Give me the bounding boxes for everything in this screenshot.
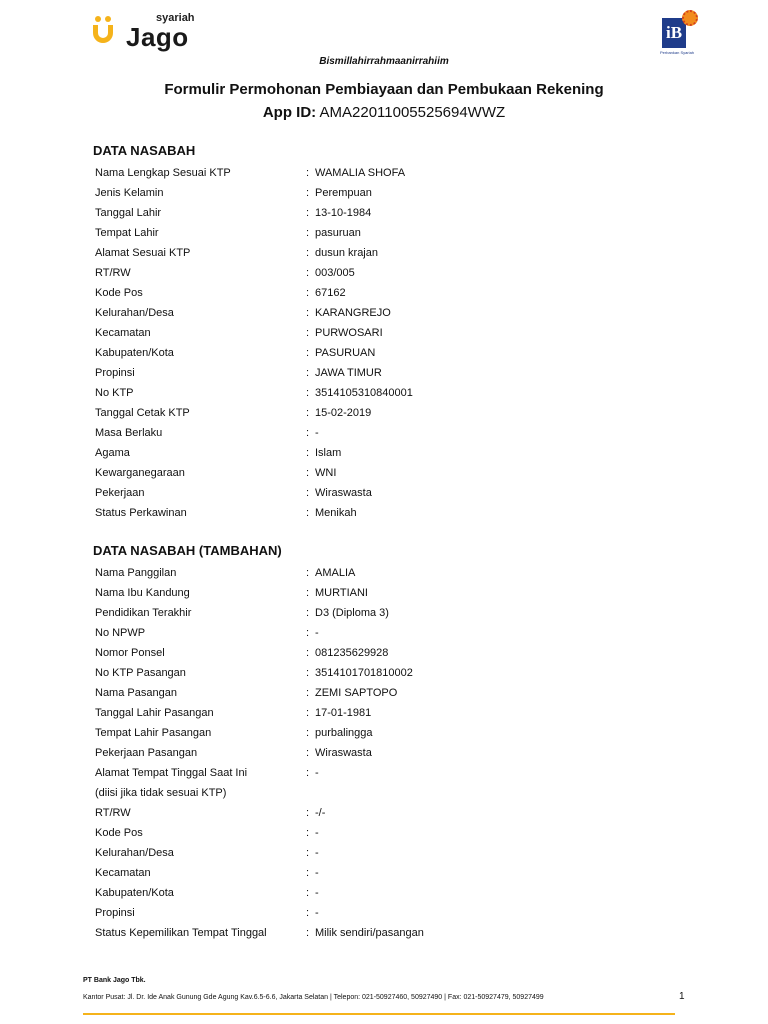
field-separator: :	[306, 327, 310, 339]
field-separator: :	[306, 247, 310, 259]
field-value: 081235629928	[315, 647, 389, 659]
field-separator: :	[306, 267, 310, 279]
field-label: Nama Ibu Kandung	[95, 587, 190, 599]
table-row	[95, 463, 655, 483]
table-row	[95, 343, 655, 363]
field-value: -	[315, 887, 319, 899]
field-value: dusun krajan	[315, 247, 378, 259]
field-separator: :	[306, 487, 310, 499]
logo-syariah-text: syariah	[156, 12, 195, 24]
field-separator: :	[306, 727, 310, 739]
field-label: RT/RW	[95, 807, 131, 819]
jago-logo	[93, 12, 213, 52]
field-label: Alamat Sesuai KTP	[95, 247, 191, 259]
table-row	[95, 703, 655, 723]
field-value: -	[315, 767, 319, 779]
field-value: PASURUAN	[315, 347, 376, 359]
data-tambahan-table	[95, 563, 655, 943]
field-value: 17-01-1981	[315, 707, 372, 719]
table-row	[95, 503, 655, 523]
field-separator: :	[306, 467, 310, 479]
field-value: KARANGREJO	[315, 307, 391, 319]
field-label: No NPWP	[95, 627, 146, 639]
jago-mark-icon	[93, 16, 117, 48]
field-value: 3514101701810002	[315, 667, 413, 679]
app-id-value: AMA22011005525694WWZ	[319, 104, 506, 121]
app-id	[0, 104, 768, 121]
table-row	[95, 663, 655, 683]
field-separator: :	[306, 907, 310, 919]
footer-address: Kantor Pusat: Jl. Dr. Ide Anak Gunung Gde Agung Kav.6.5-6.6, Jakarta Selatan | Telepon: 021-50927460, 50927490 | Fax: 021-50927479, 50927499	[83, 994, 544, 1001]
field-value: Perempuan	[315, 187, 372, 199]
field-separator: :	[306, 647, 310, 659]
field-value: 3514105310840001	[315, 387, 413, 399]
field-value: JAWA TIMUR	[315, 367, 382, 379]
table-row	[95, 443, 655, 463]
table-row	[95, 183, 655, 203]
table-row	[95, 363, 655, 383]
app-id-label: App ID:	[262, 104, 317, 121]
field-value: Menikah	[315, 507, 357, 519]
table-row	[95, 323, 655, 343]
field-value: Milik sendiri/pasangan	[315, 927, 424, 939]
table-row	[95, 863, 655, 883]
field-label: Kecamatan	[95, 867, 151, 879]
field-separator: :	[306, 607, 310, 619]
field-label: Nomor Ponsel	[95, 647, 165, 659]
field-separator: :	[306, 587, 310, 599]
field-label: Kode Pos	[95, 287, 143, 299]
field-separator: :	[306, 747, 310, 759]
footer-divider	[83, 1013, 675, 1015]
page-number: 1	[679, 991, 685, 1002]
field-separator: :	[306, 167, 310, 179]
field-separator: :	[306, 287, 310, 299]
field-value: 15-02-2019	[315, 407, 372, 419]
field-value: 13-10-1984	[315, 207, 372, 219]
field-label: Propinsi	[95, 367, 135, 379]
field-separator: :	[306, 207, 310, 219]
field-label: Nama Panggilan	[95, 567, 177, 579]
field-value: D3 (Diploma 3)	[315, 607, 389, 619]
ib-syariah-logo: iB Perbankan Syariah	[660, 10, 706, 56]
data-nasabah-table	[95, 163, 655, 523]
table-row	[95, 903, 655, 923]
field-label: Masa Berlaku	[95, 427, 163, 439]
table-row	[95, 623, 655, 643]
field-value: MURTIANI	[315, 587, 368, 599]
table-row	[95, 763, 655, 783]
section-data-nasabah-title: DATA NASABAH	[93, 143, 196, 158]
field-separator: :	[306, 827, 310, 839]
field-value: Wiraswasta	[315, 487, 372, 499]
field-label: (diisi jika tidak sesuai KTP)	[95, 787, 227, 799]
table-row	[95, 163, 655, 183]
field-value: -	[315, 847, 319, 859]
table-row	[95, 483, 655, 503]
field-label: Tempat Lahir Pasangan	[95, 727, 212, 739]
field-separator: :	[306, 847, 310, 859]
field-separator: :	[306, 667, 310, 679]
table-row	[95, 883, 655, 903]
field-label: Status Perkawinan	[95, 507, 187, 519]
table-row	[95, 603, 655, 623]
field-label: Tempat Lahir	[95, 227, 159, 239]
field-value: -	[315, 627, 319, 639]
field-separator: :	[306, 307, 310, 319]
field-value: -/-	[315, 807, 326, 819]
table-row	[95, 843, 655, 863]
field-label: Tanggal Lahir Pasangan	[95, 707, 214, 719]
bismillah-text: Bismillahirrahmaanirrahiim	[319, 56, 449, 67]
table-row	[95, 803, 655, 823]
footer-company: PT Bank Jago Tbk.	[83, 977, 146, 984]
field-separator: :	[306, 407, 310, 419]
table-row	[95, 583, 655, 603]
field-label: Pekerjaan	[95, 487, 145, 499]
field-separator: :	[306, 767, 310, 779]
field-label: Kelurahan/Desa	[95, 847, 174, 859]
field-value: Islam	[315, 447, 342, 459]
field-separator: :	[306, 567, 310, 579]
field-label: Alamat Tempat Tinggal Saat Ini	[95, 767, 248, 779]
field-label: Nama Lengkap Sesuai KTP	[95, 167, 231, 179]
field-label: Pendidikan Terakhir	[95, 607, 192, 619]
field-label: Kabupaten/Kota	[95, 347, 174, 359]
table-row	[95, 723, 655, 743]
table-row	[95, 303, 655, 323]
table-row	[95, 263, 655, 283]
table-row	[95, 203, 655, 223]
table-row	[95, 223, 655, 243]
field-value: purbalingga	[315, 727, 373, 739]
field-label: Jenis Kelamin	[95, 187, 164, 199]
field-value: AMALIA	[315, 567, 356, 579]
field-value: pasuruan	[315, 227, 361, 239]
field-separator: :	[306, 427, 310, 439]
field-separator: :	[306, 707, 310, 719]
table-row	[95, 783, 655, 803]
field-label: Kode Pos	[95, 827, 143, 839]
logo-jago-text: Jago	[126, 22, 189, 52]
table-row	[95, 743, 655, 763]
table-row	[95, 683, 655, 703]
field-separator: :	[306, 887, 310, 899]
field-label: Tanggal Lahir	[95, 207, 162, 219]
field-value: Wiraswasta	[315, 747, 372, 759]
field-value: 003/005	[315, 267, 355, 279]
field-separator: :	[306, 187, 310, 199]
field-label: Kelurahan/Desa	[95, 307, 174, 319]
field-label: No KTP Pasangan	[95, 667, 186, 679]
table-row	[95, 383, 655, 403]
table-row	[95, 563, 655, 583]
field-label: Kecamatan	[95, 327, 151, 339]
field-separator: :	[306, 227, 310, 239]
field-value: -	[315, 867, 319, 879]
table-row	[95, 283, 655, 303]
field-value: -	[315, 907, 319, 919]
field-label: Propinsi	[95, 907, 135, 919]
field-value: WNI	[315, 467, 337, 479]
table-row	[95, 823, 655, 843]
table-row	[95, 923, 655, 943]
field-separator: :	[306, 807, 310, 819]
field-label: Status Kepemilikan Tempat Tinggal	[95, 927, 267, 939]
field-separator: :	[306, 507, 310, 519]
field-value: WAMALIA SHOFA	[315, 167, 406, 179]
table-row	[95, 403, 655, 423]
field-value: 67162	[315, 287, 346, 299]
field-separator: :	[306, 627, 310, 639]
field-label: Nama Pasangan	[95, 687, 177, 699]
field-label: Kewarganegaraan	[95, 467, 185, 479]
form-title: Formulir Permohonan Pembiayaan dan Pembukaan Rekening	[164, 81, 604, 98]
field-value: -	[315, 427, 319, 439]
field-separator: :	[306, 347, 310, 359]
field-separator: :	[306, 867, 310, 879]
field-label: RT/RW	[95, 267, 131, 279]
section-data-tambahan-title: DATA NASABAH (TAMBAHAN)	[93, 543, 282, 558]
field-separator: :	[306, 447, 310, 459]
field-label: No KTP	[95, 387, 134, 399]
field-label: Agama	[95, 447, 130, 459]
field-value: -	[315, 827, 319, 839]
field-label: Pekerjaan Pasangan	[95, 747, 198, 759]
field-separator: :	[306, 927, 310, 939]
table-row	[95, 423, 655, 443]
field-label: Kabupaten/Kota	[95, 887, 174, 899]
table-row	[95, 643, 655, 663]
table-row	[95, 243, 655, 263]
field-separator: :	[306, 387, 310, 399]
field-value: PURWOSARI	[315, 327, 383, 339]
field-value: ZEMI SAPTOPO	[315, 687, 398, 699]
field-label: Tanggal Cetak KTP	[95, 407, 190, 419]
field-separator: :	[306, 687, 310, 699]
field-separator: :	[306, 367, 310, 379]
